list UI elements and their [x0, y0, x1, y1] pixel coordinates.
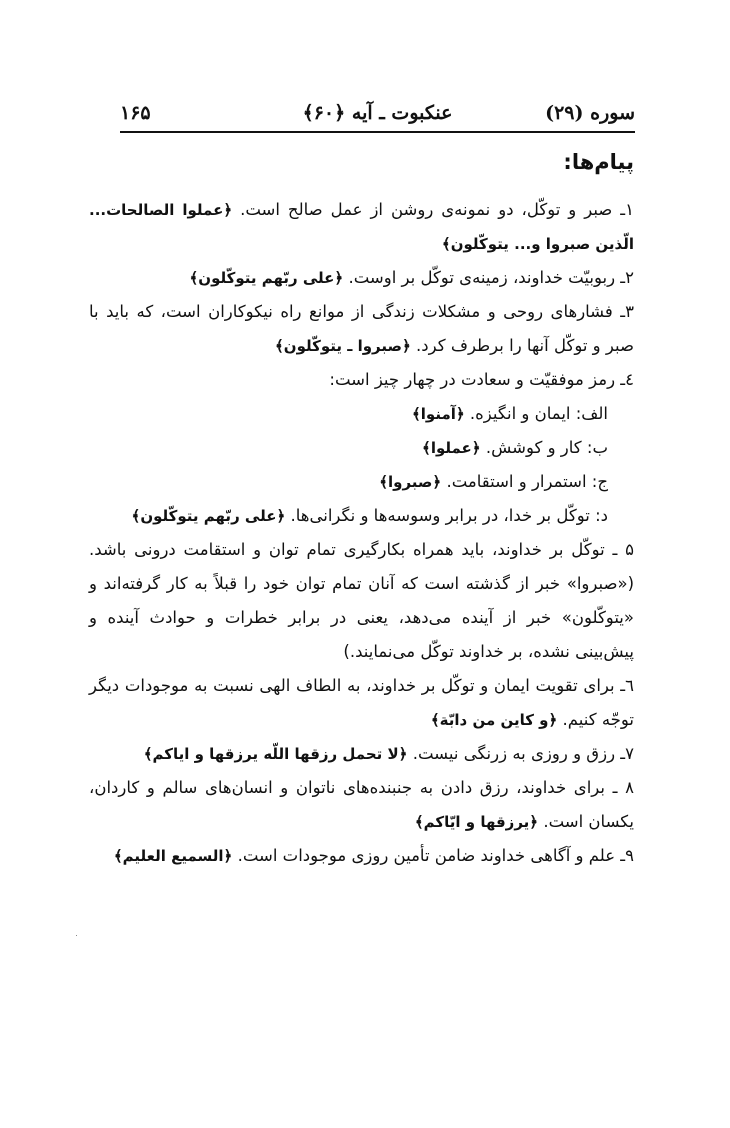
quran-quote: ﴿علی ربّهم یتوکّلون﴾ [131, 507, 286, 525]
message-text: ۹ـ علم و آگاهی خداوند ضامن تأمین روزی موجودات است. [232, 846, 634, 865]
message-item [89, 193, 634, 261]
message-item [89, 669, 634, 737]
message-item [89, 533, 634, 669]
quran-quote: ﴿صبروا﴾ [379, 473, 442, 491]
quran-quote: ﴿السمیع العلیم﴾ [113, 847, 233, 865]
message-text: ۷ـ رزق و روزی به زرنگی نیست. [407, 744, 634, 763]
quran-quote: ﴿آمنوا﴾ [411, 405, 465, 423]
message-item [89, 737, 634, 771]
message-text: د: توکّل بر خدا، در برابر وسوسه‌ها و نگرانی‌ها. [285, 506, 608, 525]
message-text: ۸ ـ برای خداوند، رزق دادن به جنبنده‌های ناتوان و انسان‌های سالم و کاردان، یکسان است. [89, 778, 634, 831]
quran-quote: ﴿لا تحمل رزقها اللّه یرزقها و ایاکم﴾ [143, 745, 408, 763]
messages-list [89, 193, 634, 873]
message-text: ۱ـ صبر و توکّل، دو نمونه‌ی روشن از عمل صالح است. [232, 200, 634, 219]
message-item [89, 465, 634, 499]
quran-quote: ﴿و کاین من دابّة﴾ [430, 711, 558, 729]
quran-quote: ﴿علی ربّهم یتوکّلون﴾ [189, 269, 344, 287]
quran-quote: ﴿یرزقها و ایّاکم﴾ [414, 813, 539, 831]
message-text: ۲ـ ربوبیّت خداوند، زمینه‌ی توکّل بر اوست. [343, 268, 634, 287]
message-text: ۳ـ فشارهای روحی و مشکلات زندگی از موانع راه نیکوکاران است، که باید با صبر و توکّل آنها را برطرف کرد. [89, 302, 634, 355]
message-item [89, 499, 634, 533]
message-item [89, 261, 634, 295]
message-text: ج: استمرار و استقامت. [441, 472, 608, 491]
header-surah: سوره (۲۹) [545, 102, 635, 124]
message-item [89, 295, 634, 363]
section-heading: پیام‌ها: [563, 150, 634, 174]
message-item [89, 431, 634, 465]
message-text: ۵ ـ توکّل بر خداوند، باید همراه بکارگیری تمام توان و استقامت درونی باشد. («صبروا» خبر از گذشته است که آنان تمام توان خود را قبلاً به کار گرفته‌اند و «یتوکّلون» خبر از آینده می‌دهد، یعنی در برابر خطرات و حوادث آینده و پیش‌بینی نشده، بر خداوند توکّل می‌نمایند.) [89, 540, 634, 661]
running-header [120, 96, 635, 130]
message-text: ب: کار و کوشش. [480, 438, 608, 457]
quran-quote: ﴿عملوا﴾ [422, 439, 481, 457]
header-title: عنکبوت ـ آیه ﴿۶۰﴾ [302, 102, 453, 124]
message-text: ٦ـ برای تقویت ایمان و توکّل بر خداوند، به الطاف الهی نسبت به موجودات دیگر توجّه کنیم. [89, 676, 634, 729]
message-text: الف: ایمان و انگیزه. [464, 404, 608, 423]
page-number: ۱۶۵ [120, 102, 151, 124]
margin-mark [76, 935, 77, 936]
message-item [89, 397, 634, 431]
message-text: ٤ـ رمز موفقیّت و سعادت در چهار چیز است: [329, 370, 634, 389]
message-item [89, 839, 634, 873]
message-item [89, 363, 634, 397]
quran-quote: ﴿عملوا الصالحات... الّذین صبروا و... یتوکّلون﴾ [89, 201, 634, 253]
header-rule [120, 131, 635, 133]
quran-quote: ﴿صبروا ـ یتوکّلون﴾ [275, 337, 411, 355]
message-item [89, 771, 634, 839]
